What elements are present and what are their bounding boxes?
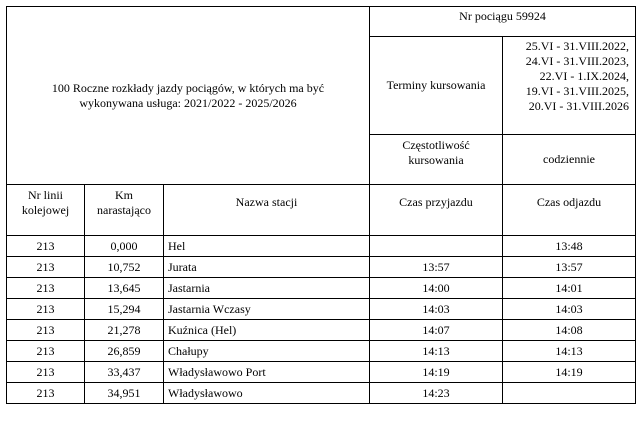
timetable (6, 6, 636, 404)
operating-term: 19.VI - 31.VIII.2025, (525, 84, 629, 98)
km-value: 34,951 (85, 383, 164, 404)
km-value: 0,000 (85, 236, 164, 257)
timetable-document (6, 6, 636, 404)
table-row (7, 383, 636, 404)
line-number: 213 (7, 236, 85, 257)
departure-time: 14:01 (503, 278, 636, 299)
km-value: 21,278 (85, 320, 164, 341)
departure-time: 13:48 (503, 236, 636, 257)
table-row (7, 236, 636, 257)
km-value: 10,752 (85, 257, 164, 278)
timetable-title: 100 Roczne rozkłady jazdy pociągów, w których ma być wykonywana usługa: 2021/2022 - 2025/2026 (7, 7, 370, 185)
station-name: Jastarnia Wczasy (164, 299, 370, 320)
departure-time: 14:13 (503, 341, 636, 362)
arrival-time: 13:57 (370, 257, 503, 278)
km-value: 15,294 (85, 299, 164, 320)
operating-term: 20.VI - 31.VIII.2026 (528, 99, 629, 113)
km-value: 33,437 (85, 362, 164, 383)
arrival-time: 14:03 (370, 299, 503, 320)
table-row (7, 257, 636, 278)
line-number: 213 (7, 278, 85, 299)
station-name: Władysławowo (164, 383, 370, 404)
table-row (7, 278, 636, 299)
train-number: Nr pociągu 59924 (370, 7, 636, 37)
station-name: Jastarnia (164, 278, 370, 299)
departure-time (503, 383, 636, 404)
arrival-time: 14:07 (370, 320, 503, 341)
operating-term: 22.VI - 1.IX.2024, (539, 69, 629, 83)
station-name: Jurata (164, 257, 370, 278)
table-row (7, 362, 636, 383)
line-number: 213 (7, 362, 85, 383)
departure-time: 14:19 (503, 362, 636, 383)
column-header-km: Km narastająco (85, 185, 164, 236)
operating-term: 25.VI - 31.VIII.2022, (525, 39, 629, 53)
table-row (7, 299, 636, 320)
table-row (7, 341, 636, 362)
line-number: 213 (7, 299, 85, 320)
operating-terms-label: Terminy kursowania (370, 37, 503, 135)
station-name: Kuźnica (Hel) (164, 320, 370, 341)
line-number: 213 (7, 383, 85, 404)
table-row (7, 320, 636, 341)
arrival-time: 14:23 (370, 383, 503, 404)
arrival-time: 14:19 (370, 362, 503, 383)
station-name: Władysławowo Port (164, 362, 370, 383)
arrival-time: 14:13 (370, 341, 503, 362)
operating-terms (503, 37, 636, 135)
line-number: 213 (7, 341, 85, 362)
km-value: 13,645 (85, 278, 164, 299)
station-name: Chałupy (164, 341, 370, 362)
km-value: 26,859 (85, 341, 164, 362)
frequency-label: Częstotliwość kursowania (370, 135, 503, 185)
column-header-arrival: Czas przyjazdu (370, 185, 503, 236)
column-header-departure: Czas odjazdu (503, 185, 636, 236)
departure-time: 13:57 (503, 257, 636, 278)
departure-time: 14:08 (503, 320, 636, 341)
column-header-station: Nazwa stacji (164, 185, 370, 236)
arrival-time (370, 236, 503, 257)
operating-term: 24.VI - 31.VIII.2023, (525, 54, 629, 68)
station-name: Hel (164, 236, 370, 257)
frequency-value: codziennie (503, 135, 636, 185)
arrival-time: 14:00 (370, 278, 503, 299)
column-header-line: Nr linii kolejowej (7, 185, 85, 236)
line-number: 213 (7, 257, 85, 278)
line-number: 213 (7, 320, 85, 341)
departure-time: 14:03 (503, 299, 636, 320)
